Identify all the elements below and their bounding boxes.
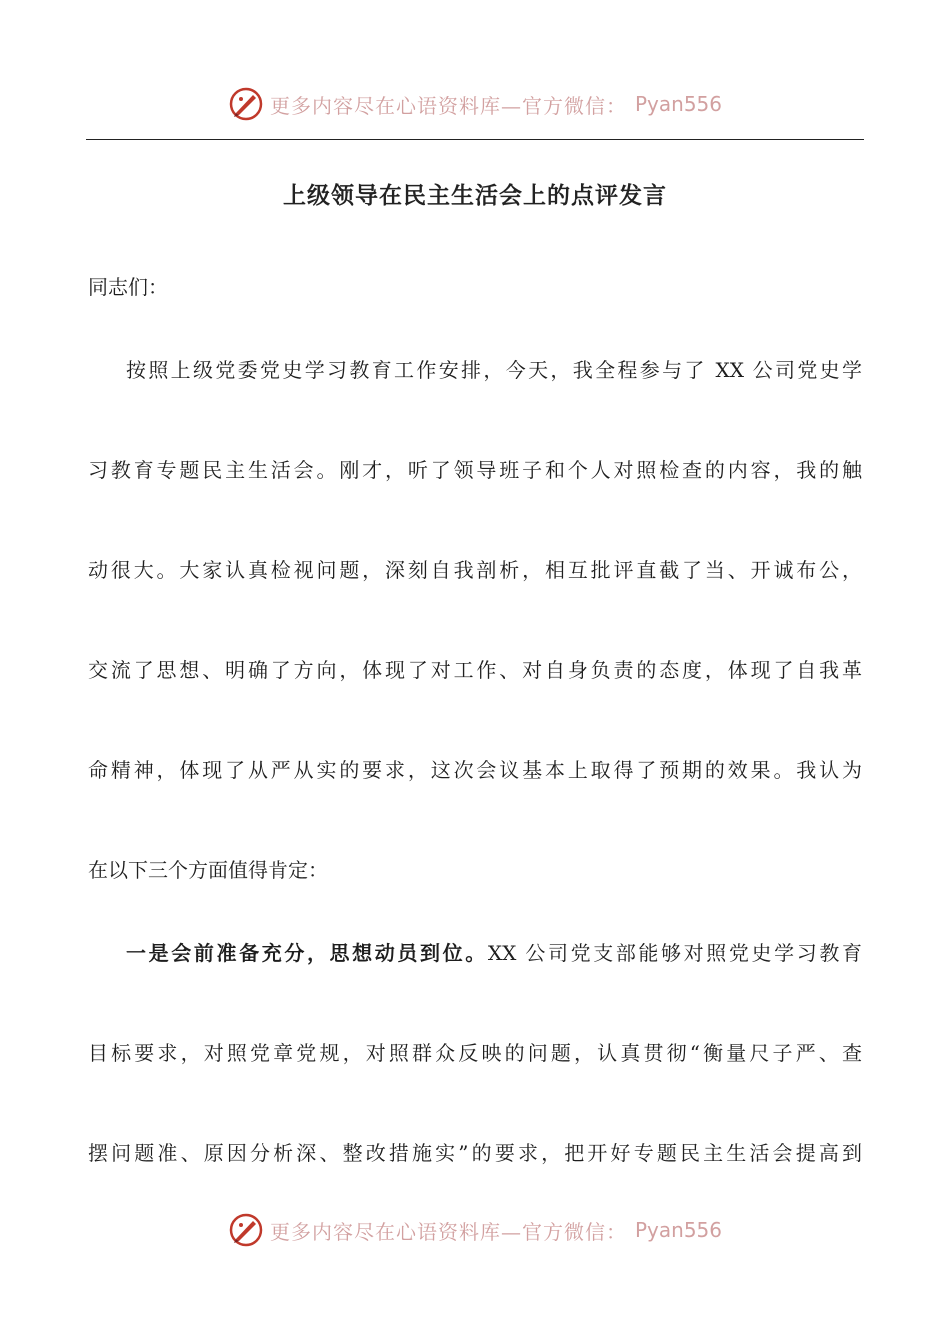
document-title: 上级领导在民主生活会上的点评发言 bbox=[283, 182, 667, 209]
pen-logo-icon bbox=[228, 1212, 264, 1248]
banner-wechat-id: Pyan556 bbox=[634, 92, 722, 116]
banner-wechat-id: Pyan556 bbox=[634, 1218, 722, 1242]
paragraph2-line-3: 摆问题准、原因分析深、整改措施实”的要求，把开好专题民主生活会提高到 bbox=[88, 1141, 862, 1165]
paragraph1-line-3: 动很大。大家认真检视问题，深刻自我剖析，相互批评直截了当、开诚布公， bbox=[88, 558, 862, 582]
footer-banner bbox=[0, 1208, 950, 1252]
paragraph2-line-1-text: XX 公司党支部能够对照党史学习教育 bbox=[487, 941, 862, 965]
header-rule bbox=[86, 139, 864, 140]
paragraph1-line-1: 按照上级党委党史学习教育工作安排，今天，我全程参与了 XX 公司党史学 bbox=[126, 358, 862, 382]
salutation: 同志们： bbox=[88, 275, 168, 299]
paragraph2-line-1 bbox=[88, 938, 862, 968]
header-banner bbox=[0, 82, 950, 126]
paragraph1-line-4: 交流了思想、明确了方向，体现了对工作、对自身负责的态度，体现了自我革 bbox=[88, 658, 862, 682]
paragraph1-line-5: 命精神，体现了从严从实的要求，这次会议基本上取得了预期的效果。我认为 bbox=[88, 758, 862, 782]
paragraph1-line-2: 习教育专题民主生活会。刚才，听了领导班子和个人对照检查的内容，我的触 bbox=[88, 458, 862, 482]
paragraph1-line-6: 在以下三个方面值得肯定： bbox=[88, 858, 328, 882]
paragraph2-line-2: 目标要求，对照党章党规，对照群众反映的问题，认真贯彻“衡量尺子严、查 bbox=[88, 1041, 862, 1065]
pen-logo-icon bbox=[228, 86, 264, 122]
banner-site-text: 更多内容尽在心语资料库—官方微信： bbox=[269, 1219, 627, 1244]
banner-site-text: 更多内容尽在心语资料库—官方微信： bbox=[269, 93, 627, 118]
paragraph2-heading: 一是会前准备充分，思想动员到位。 bbox=[126, 941, 488, 965]
